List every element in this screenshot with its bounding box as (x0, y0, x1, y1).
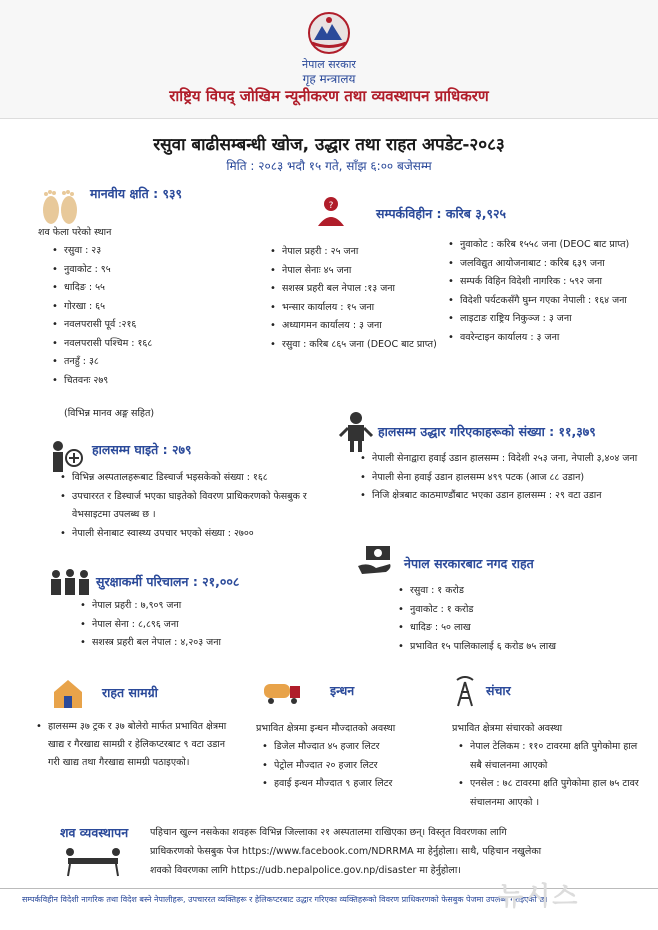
missing-title: सम्पर्कविहीन : करिब ३,९२५ (376, 206, 507, 221)
authority-title: राष्ट्रिय विपद् जोखिम न्यूनीकरण तथा व्यवस्थापन प्राधिकरण (169, 87, 489, 105)
human-loss-title: मानवीय क्षति : ९३९ (90, 186, 182, 201)
fuel-title: इन्धन (330, 683, 355, 698)
list-item: • नेपाल प्रहरी : ७,९०९ जना (80, 597, 300, 616)
list-item: • विभिन्न अस्पतालहरूबाट डिस्चार्ज भइसकेको संख्या : १६८ (60, 469, 336, 488)
list-item: • रसुवा : २३ (52, 242, 242, 261)
list-item: • सम्पर्क विहिन विदेशी नागरिक : ५९२ जना (448, 273, 644, 292)
list-item: • सशस्त्र प्रहरी बल नेपाल : ४,२०३ जना (80, 634, 300, 653)
footprints-icon (36, 186, 82, 228)
comm-intro: प्रभावित क्षेत्रमा संचारको अवस्था (452, 723, 563, 734)
bodies-text-2: प्राधिकरणको फेसबुक पेज https://www.facebook.com/NDRRMA मा हेर्नुहोला। साथै, पहिचान नखुलेका (150, 846, 542, 857)
security-personnel-icon (48, 568, 92, 596)
list-item: • एनसेल : ७८ टावरमा क्षति पुगेकोमा हाल ७५ टावर संचालनमा आएको । (458, 775, 648, 812)
list-item: • नेपाल टेलिकम : ११० टावरमा क्षति पुगेकोमा हाल सबै संचालनमा आएको (458, 738, 648, 775)
list-item: • नवलपरासी पूर्व :२१६ (52, 316, 242, 335)
list-item: • सशस्त्र प्रहरी बल नेपाल :१३ जना (270, 280, 438, 299)
body-found-label: शव फेला परेको स्थान (38, 227, 112, 238)
rescued-title: हालसम्म उद्धार गरिएकाहरूको संख्या : ११,३७९ (378, 424, 596, 439)
svg-text:?: ? (328, 201, 334, 211)
bodies-text-3: शवको विवरणका लागि https://udb.nepalpolice.gov.np/disaster मा हेर्नुहोला। (150, 865, 461, 876)
injured-list (60, 469, 336, 543)
cash-hand-icon (356, 544, 396, 576)
list-item: • लाइटाङ राष्ट्रिय निकुञ्ज : ३ जना (448, 310, 644, 329)
missing-person-icon (315, 194, 347, 226)
security-title: सुरक्षाकर्मी परिचालन : २१,००८ (96, 574, 240, 589)
missing-list-2 (448, 236, 644, 347)
list-item: • नेपाली सेना हवाई उडान हालसम्म ४९९ पटक (आज ८८ उडान) (360, 469, 650, 488)
list-item: • ववरेन्टाइन कार्यालय : ३ जना (448, 329, 644, 348)
comm-title: संचार (486, 683, 511, 698)
report-date: मिति : २०८३ भदौ १५ गते, साँझ ६:०० बजेसम्म (226, 159, 432, 173)
bodies-text-1: पहिचान खुल्न नसकेका शवहरू विभिन्न जिल्लाका २१ अस्पतालमा राखिएका छन्। विस्तृत विवरणका लागि (150, 827, 507, 838)
list-item: • रसुवा : करिब ८६५ जना (DEOC बाट प्राप्त) (270, 336, 438, 355)
list-item: • उपचाररत र डिस्चार्ज भएका घाइतेको विवरण प्राधिकरणको फेसबुक र वेभसाइटमा उपलब्ध छ । (60, 488, 336, 525)
fuel-list (262, 738, 442, 794)
list-item: • नेपाली सेनाबाट स्वास्थ्य उपचार भएको संख्या : २७०० (60, 525, 336, 544)
relief-house-icon (50, 676, 86, 710)
nepal-emblem-icon (294, 10, 364, 56)
human-loss-note: (विभिन्न मानव अङ्ग सहित) (64, 408, 155, 419)
cash-title: नेपाल सरकारबाट नगद राहत (404, 556, 534, 571)
list-item: • पेट्रोल मौज्दात २० हजार लिटर (262, 757, 442, 776)
list-item: • तनहुँ : ३८ (52, 353, 242, 372)
list-item: • नेपाल सेना : ८,८९६ जना (80, 616, 300, 635)
list-item: • भन्सार कार्यालय : १५ जना (270, 299, 438, 318)
cash-list (398, 582, 618, 656)
list-item: • नेपाल सेनाः ४५ जना (270, 262, 438, 281)
list-item: • हवाई इन्धन मौज्दात ९ हजार लिटर (262, 775, 442, 794)
rescuer-icon (338, 410, 374, 454)
list-item: • नेपाल प्रहरी : २५ जना (270, 243, 438, 262)
list-item: • गोरखा : ६५ (52, 298, 242, 317)
footnote: सम्पर्कविहीन विदेशी नागरिक तथा विदेश बस्ने नेपालीहरू, उपचाररत व्यक्तिहरू र हेलिकप्टरबाट उद्धार गरिएका व्यक्तिहरूको विवरण प्राधिकरणको फेसबुक पेजमा उपलब्ध गराइएको छ। (22, 895, 548, 904)
list-item: • चितवनः २७९ (52, 372, 242, 391)
relief-title: राहत सामग्री (102, 685, 158, 700)
injured-title: हालसम्म घाइते : २७९ (92, 442, 192, 457)
comm-list (458, 738, 648, 812)
list-item: • निजि क्षेत्रबाट काठमाण्डौंबाट भएका उडान हालसम्म : २९ वटा उडान (360, 487, 650, 506)
gov-label: नेपाल सरकार (302, 58, 356, 71)
list-item: • जलविद्युत आयोजनाबाट : करिब ६३९ जना (448, 255, 644, 274)
list-item: • प्रभावित १५ पालिकालाई ६ करोड ७५ लाख (398, 638, 618, 657)
rescued-list (360, 450, 650, 506)
list-item: • रसुवा : १ करोड (398, 582, 618, 601)
list-item: • डिजेल मौज्दात ४५ हजार लिटर (262, 738, 442, 757)
list-item: • नवलपरासी पश्चिम : १६८ (52, 335, 242, 354)
list-item: • अध्यागमन कार्यालय : ३ जना (270, 317, 438, 336)
list-item: • नुवाकोट : ९५ (52, 261, 242, 280)
list-item: • धादिङ : ५५ (52, 279, 242, 298)
list-item: • हालसम्म ३७ ट्रक र ३७ बोलेरो मार्फत प्रभावित क्षेत्रमा खाद्य र गैरखाद्य सामग्री र हेलिकप्टरबाट ९ वटा उडान गरी खाद्य तथा गैरखाद्य सामग्री पठाइएको। (36, 718, 236, 772)
list-item: • नुवाकोट : १ करोड (398, 601, 618, 620)
ministry-label: गृह मन्त्रालय (302, 72, 356, 86)
watermark-logo: 뉴시스 (498, 882, 580, 912)
tower-icon (452, 676, 478, 708)
human-loss-list (52, 242, 242, 390)
fuel-intro: प्रभावित क्षेत्रमा इन्धन मौज्दातको अवस्था (256, 723, 396, 734)
list-item: • विदेशी पर्यटकसँगै घुम्न गएका नेपाली : १६४ जना (448, 292, 644, 311)
relief-list (36, 718, 236, 772)
list-item: • नेपाली सेनाद्वारा हवाई उडान हालसम्म : विदेशी २५३ जना, नेपाली ३,४०४ जना (360, 450, 650, 469)
missing-list-1 (270, 243, 438, 354)
list-item: • धादिङ : ५० लाख (398, 619, 618, 638)
bodies-title: शव व्यवस्थापन (60, 825, 129, 840)
page-title: रसुवा बाढीसम्बन्धी खोज, उद्धार तथा राहत अपडेट-२०८३ (153, 135, 505, 155)
stretcher-icon (64, 846, 122, 878)
list-item: • नुवाकोट : करिब १५५८ जना (DEOC बाट प्राप्त) (448, 236, 644, 255)
security-list (80, 597, 300, 653)
fuel-tanker-icon (262, 676, 302, 706)
